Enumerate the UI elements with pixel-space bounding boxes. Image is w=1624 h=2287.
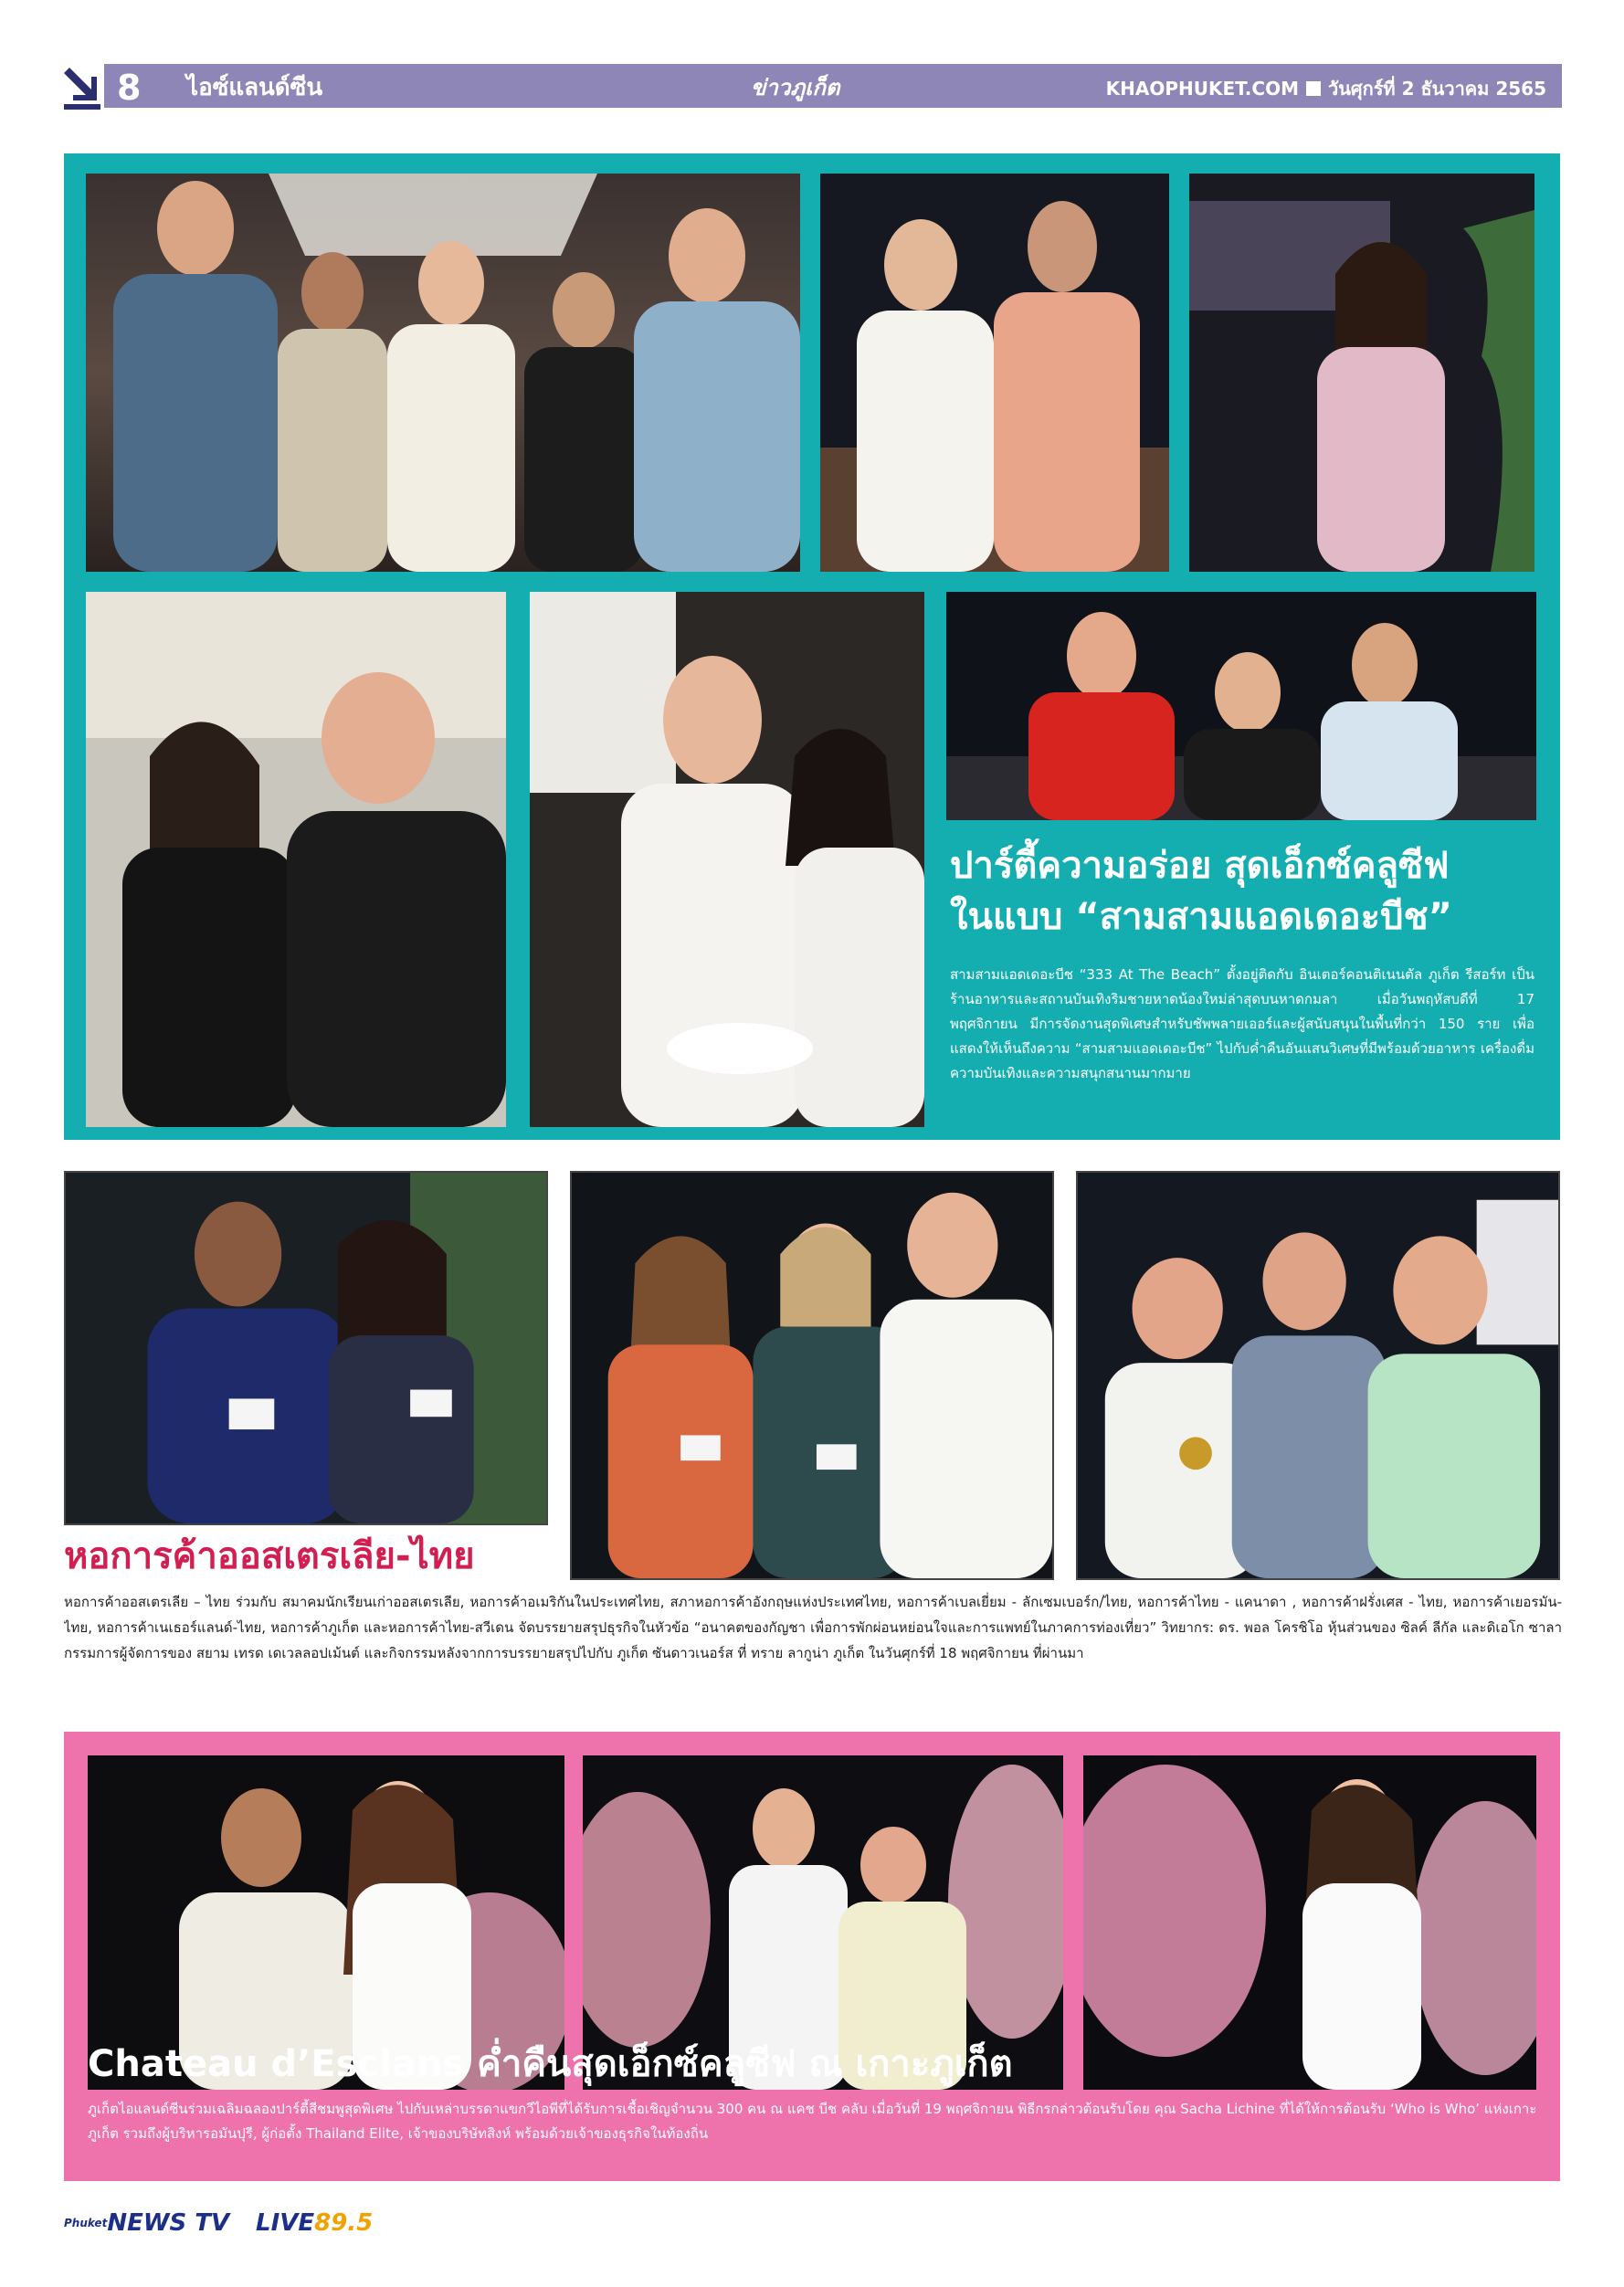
photo-chateau-woman: [1083, 1755, 1536, 2090]
photo-chamber-couple: [64, 1171, 548, 1525]
photo-two-men: [820, 174, 1169, 572]
photo-chamber-three-men: [1076, 1171, 1560, 1580]
chateau-body: ภูเก็ตไอแลนด์ซีนร่วมเฉลิมฉลองปาร์ตี้สีชมพูสุดพิเศษ ไปกับเหล่าบรรดาแขกวีไอพีที่ได้รับการเชื้อเชิญจำนวน 300 คน ณ แคช บีช คลับ เมื่อวันที่ 19 พฤศจิกายน พิธีกรกล่าวต้อนรับโดย คุณ Sacha Lichine ที่ได้ให้การต้อนรับ ‘Who is Who’ แห่งเกาะภูเก็ต รวมถึงผู้บริหารอมันปุรี, ผู้ก่อตั้ง Thailand Elite, เจ้าของบริษัทสิงห์ พร้อมด้วยเจ้าของธุรกิจในท้องถิ่น: [88, 2101, 1537, 2142]
section-title: ไอซ์แลนด์ซีน: [186, 74, 323, 101]
logo-frequency: 89.5: [314, 2209, 374, 2237]
logo-live: LIVE: [256, 2209, 315, 2237]
site-and-date: [1106, 73, 1546, 104]
photo-chamber-trio: [570, 1171, 1054, 1580]
party-333-title-line1: ปาร์ตี้ความอร่อย สุดเอ็กซ์คลูซีฟ: [950, 845, 1450, 887]
logo-news-tv: NEWS TV: [107, 2209, 230, 2237]
logo-prefix: Phuket: [64, 2217, 108, 2229]
photo-man-woman-plate: [530, 592, 924, 1127]
photo-couple-left: [86, 592, 506, 1127]
party-333-body: สามสามแอดเดอะบีช “333 At The Beach” ตั้งอยู่ติดกับ อินเตอร์คอนติเนนตัล ภูเก็ต รีสอร์ท เป็นร้านอาหารและสถานบันเทิงริมชายหาดน้องใหม่ล่าสุดบนหาดกมลา เมื่อวันพฤหัสบดีที่ 17 พฤศจิกายน มีการจัดงานสุดพิเศษสำหรับชัพพลายเออร์และผู้สนับสนุนในพื้นที่กว่า 150 ราย เพื่อแสดงให้เห็นถึงความ “สามสามแอดเดอะบีช” ไปกับค่ำคืนอันแสนวิเศษที่มีพร้อมด้วยอาหาร เครื่องดื่ม ความบันเทิงและความสนุกสนานมากมาย: [950, 966, 1534, 1081]
photo-woman-boxing-ring: [1189, 174, 1534, 572]
phuket-news-tv-logo: [64, 2205, 229, 2241]
corner-arrow-icon: [64, 60, 104, 111]
party-333-title-line2: ในแบบ “สามสามแอดเดอะบีช”: [950, 896, 1452, 938]
page-number: 8: [117, 68, 142, 108]
photo-group-five: [86, 174, 800, 572]
chateau-title: Chateau d’Esclans ค่ำคืนสุดเอ็กซ์คลูซีฟ ณ เกาะภูเก็ต: [88, 2043, 1013, 2085]
issue-date: วันศุกร์ที่ 2 ธันวาคม 2565: [1327, 78, 1546, 100]
live-radio-logo: [256, 2205, 373, 2241]
separator-square-icon: [1306, 81, 1321, 96]
chamber-title: หอการค้าออสเตรเลีย-ไทย: [64, 1535, 475, 1577]
chamber-body: หอการค้าออสเตรเลีย – ไทย ร่วมกับ สมาคมนักเรียนเก่าออสเตรเลีย, หอการค้าอเมริกันในประเทศไทย, สภาหอการค้าอังกฤษแห่งประเทศไทย, หอการค้าเบลเยี่ยม - ลักเซมเบอร์ก/ไทย, หอการค้าไทย - แคนาดา , หอการค้าฝรั่งเศส - ไทย, หอการค้าเยอรมัน-ไทย, หอการค้าเนเธอร์แลนด์-ไทย, หอการค้าภูเก็ต และหอการค้าไทย-สวีเดน จัดบรรยายสรุปธุรกิจในหัวข้อ “อนาคตของกัญชา เพื่อการพักผ่อนหย่อนใจและการแพทย์ในภาคการท่องเที่ยว” วิทยากร: ดร. พอล โครชิโอ หุ้นส่วนของ ซิลค์ ลีกัล และดิเอโก ซาลา กรรมการผู้จัดการของ สยาม เทรด เดเวลลอปเม้นต์ และกิจกรรมหลังจากการบรรยายสรุปไปกับ ภูเก็ต ซันดาวเนอร์ส ที่ ทราย ลากูน่า ภูเก็ต ในวันศุกร์ที่ 18 พฤศจิกายน ที่ผ่านมา: [64, 1594, 1562, 1661]
masthead-logo: ข่าวภูเก็ต: [751, 75, 840, 100]
website: KHAOPHUKET.COM: [1105, 78, 1299, 100]
photo-three-people-night: [946, 592, 1536, 820]
